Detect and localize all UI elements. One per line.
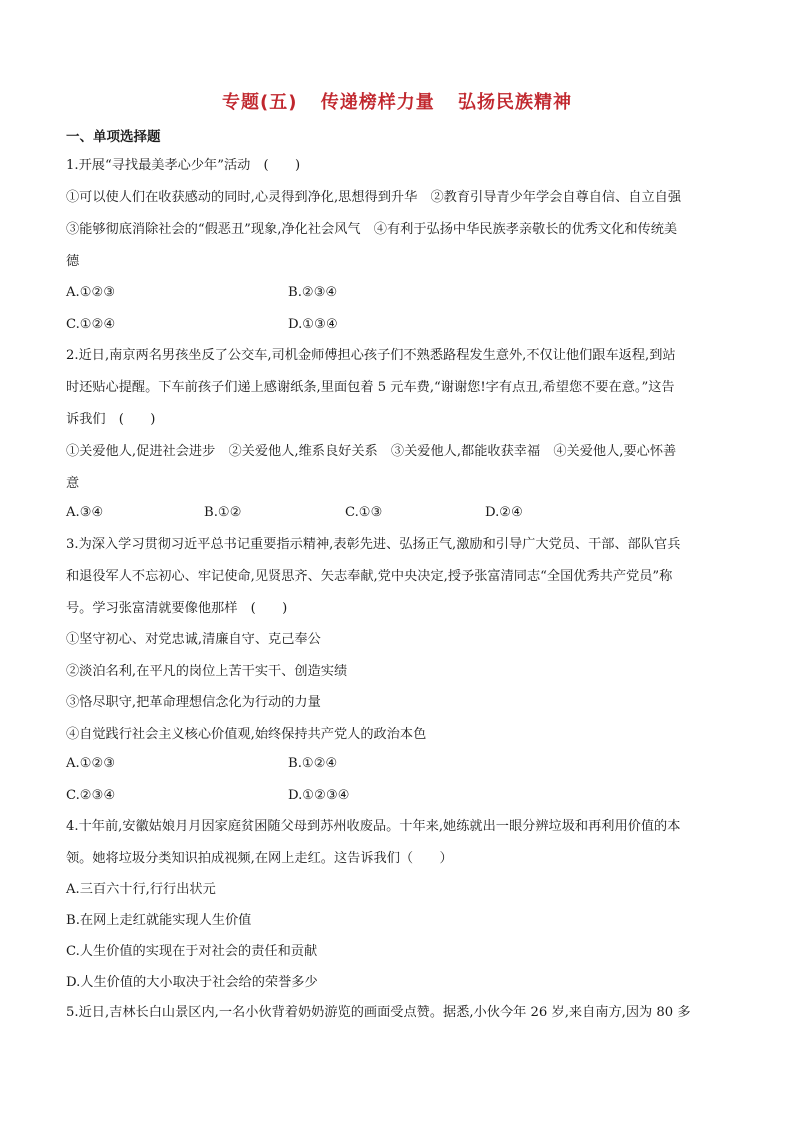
page-title [0, 88, 794, 114]
q1-option-a: A.①②③ [66, 285, 116, 300]
q2-option-a: A.③④ [66, 505, 104, 520]
q4-option-a: A.三百六十行,行行出状元 [66, 882, 216, 897]
q1-statement-2: ③能够彻底消除社会的“假恶丑”现象,净化社会风气 ④有利于弘扬中华民族孝亲敬长的优秀文化和传统美 [66, 222, 678, 237]
q1-statement-1: ①可以使人们在收获感动的同时,心灵得到净化,思想得到升华 ②教育引导青少年学会自尊自信、自立自强 [66, 190, 682, 205]
q1-statement-3: 德 [66, 254, 80, 269]
q2-statement-2: 意 [66, 476, 80, 491]
q3-statement-2: ②淡泊名利,在平凡的岗位上苦干实干、创造实绩 [66, 664, 348, 679]
q4-stem-line-2: 领。她将垃圾分类知识拍成视频,在网上走红。这告诉我们（ ） [66, 851, 453, 866]
q5-stem-line-1: 5.近日,吉林长白山景区内,一名小伙背着奶奶游览的画面受点赞。据悉,小伙今年 26 岁,来自南方,因为 80 多 [66, 1005, 691, 1020]
q1-option-b: B.②③④ [288, 285, 338, 300]
q3-option-d: D.①②③④ [288, 788, 350, 803]
q3-option-c: C.②③④ [66, 788, 116, 803]
q4-option-d: D.人生价值的大小取决于社会给的荣誉多少 [66, 975, 318, 990]
q2-option-b: B.①② [204, 505, 242, 520]
section-heading: 一、单项选择题 [66, 129, 161, 145]
q3-statement-1: ①坚守初心、对党忠诚,清廉自守、克己奉公 [66, 632, 321, 647]
q3-stem-line-2: 和退役军人不忘初心、牢记使命,见贤思齐、矢志奉献,党中央决定,授予张富清同志“全国优秀共产党员”称 [66, 569, 673, 584]
q1-option-c: C.①②④ [66, 317, 116, 332]
q3-statement-4: ④自觉践行社会主义核心价值观,始终保持共产党人的政治本色 [66, 727, 427, 742]
q2-stem-line-2: 时还贴心提醒。下车前孩子们递上感谢纸条,里面包着 5 元车费,“谢谢您!字有点丑,希望您不要在意。”这告 [66, 380, 675, 395]
q2-stem-line-3: 诉我们 ( ) [66, 412, 156, 427]
q4-option-b: B.在网上走红就能实现人生价值 [66, 913, 252, 928]
q3-statement-3: ③恪尽职守,把革命理想信念化为行动的力量 [66, 695, 321, 710]
title-part-3: 弘扬民族精神 [458, 92, 572, 113]
q2-statement-1: ①关爱他人,促进社会进步 ②关爱他人,维系良好关系 ③关爱他人,都能收获幸福 ④关爱他人,要心怀善 [66, 444, 677, 459]
q2-option-c: C.①③ [345, 505, 383, 520]
q1-option-d: D.①③④ [288, 317, 338, 332]
q4-stem-line-1: 4.十年前,安徽姑娘月月因家庭贫困随父母到苏州收废品。十年来,她练就出一眼分辨垃圾和再利用价值的本 [66, 819, 681, 834]
q3-option-b: B.①②④ [288, 756, 338, 771]
q3-stem-line-3: 号。学习张富清就要像他那样 ( ) [66, 601, 288, 616]
q3-stem-line-1: 3.为深入学习贯彻习近平总书记重要指示精神,表彰先进、弘扬正气,激励和引导广大党员、干部、部队官兵 [66, 537, 681, 552]
q3-option-a: A.①②③ [66, 756, 116, 771]
title-part-2: 传递榜样力量 [320, 92, 435, 113]
q1-stem: 1.开展“寻找最美孝心少年”活动 ( ) [66, 158, 301, 173]
q2-option-d: D.②④ [485, 505, 523, 520]
title-part-1: 专题(五) [221, 92, 298, 113]
q2-stem-line-1: 2.近日,南京两名男孩坐反了公交车,司机金师傅担心孩子们不熟悉路程发生意外,不仅让他们跟车返程,到站 [66, 348, 676, 363]
q4-option-c: C.人生价值的实现在于对社会的责任和贡献 [66, 944, 318, 959]
